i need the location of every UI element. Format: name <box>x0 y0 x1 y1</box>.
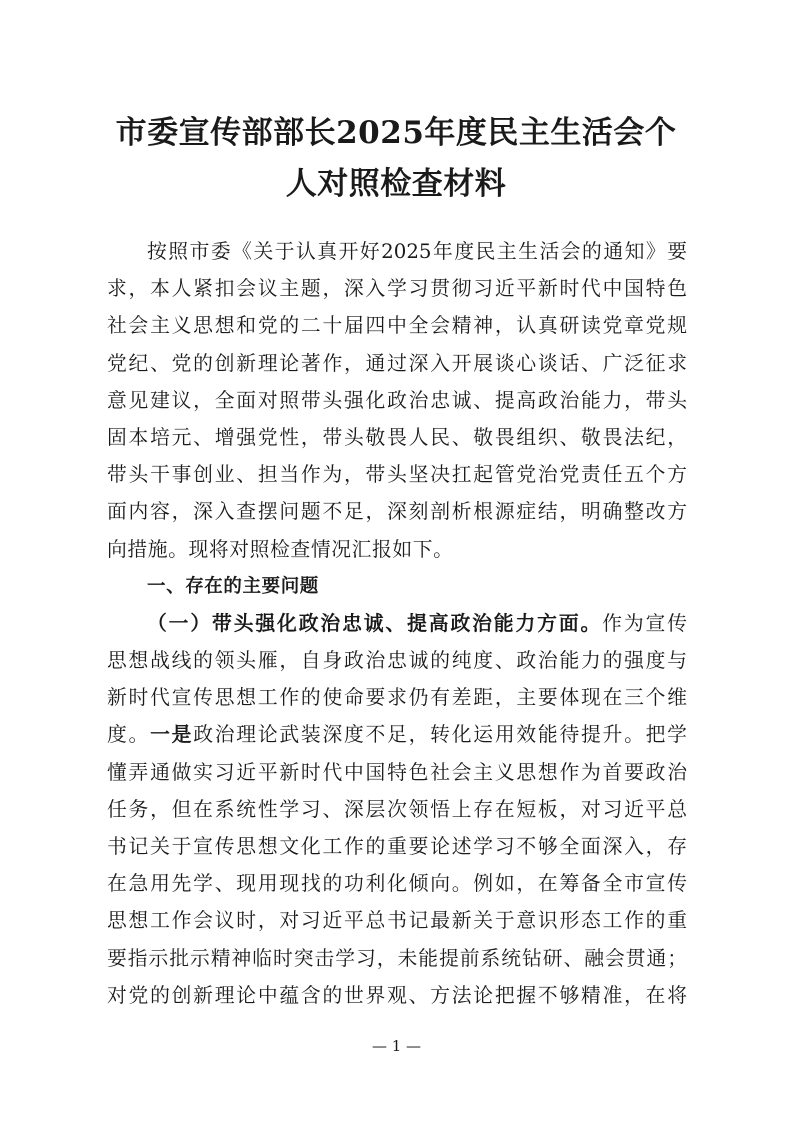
document-body <box>107 233 687 1014</box>
subsection-line: 对党的创新理论中蕴含的世界观、方法论把握不够精准，在将 <box>107 983 687 1007</box>
paragraph-1-line: 固本培元、增强党性，带头敬畏人民、敬畏组织、敬畏法纪， <box>107 425 687 449</box>
section-heading: 一、存在的主要问题 <box>147 575 319 597</box>
paragraph-1-line: 向措施。现将对照检查情况汇报如下。 <box>107 537 454 561</box>
line-rest: 政治理论武装深度不足，转化运用效能待提升。把学 <box>193 723 687 747</box>
subsection-first-line <box>107 605 687 642</box>
paragraph-1-line: 面内容，深入查摆问题不足，深刻剖析根源症结，明确整改方 <box>107 500 687 524</box>
paragraph-1-line: 按照市委《关于认真开好2025年度民主生活会的通知》要 <box>147 240 687 263</box>
subsection-first-line-text: 作为宣传 <box>602 611 687 635</box>
paragraph-1-line: 党纪、党的创新理论著作，通过深入开展谈心谈话、广泛征求 <box>107 351 687 375</box>
title-line-2: 人对照检查材料 <box>285 166 507 202</box>
title-line-1: 市委宣传部部长2025年度民主生活会个 <box>115 115 677 151</box>
subsection-line: 思想战线的领头雁，自身政治忠诚的纯度、政治能力的强度与 <box>107 649 687 673</box>
paragraph-1-line: 求，本人紧扣会议主题，深入学习贯彻习近平新时代中国特色 <box>107 277 687 301</box>
paragraph-1-line: 社会主义思想和党的二十届四中全会精神，认真研读党章党规 <box>107 314 687 338</box>
paragraph-1-line: 意见建议，全面对照带头强化政治忠诚、提高政治能力，带头 <box>107 388 687 412</box>
page-number: — 1 — <box>371 1037 422 1055</box>
subsection-line: 任务，但在系统性学习、深层次领悟上存在短板，对习近平总 <box>107 797 687 821</box>
document-title <box>96 108 696 210</box>
subsection-line: 新时代宣传思想工作的使命要求仍有差距，主要体现在三个维 <box>107 686 687 710</box>
subsection-line: 书记关于宣传思想文化工作的重要论述学习不够全面深入，存 <box>107 835 687 858</box>
point-label: 一是 <box>150 722 194 747</box>
subsection-line: 在急用先学、现用现找的功利化倾向。例如，在筹备全市宣传 <box>107 872 687 896</box>
subsection-line: 思想工作会议时，对习近平总书记最新关于意识形态工作的重 <box>107 909 687 933</box>
paragraph-1-line: 带头干事创业、担当作为，带头坚决扛起管党治党责任五个方 <box>107 463 687 487</box>
subsection-heading: （一）带头强化政治忠诚、提高政治能力方面。 <box>147 610 603 635</box>
subsection-line: 要指示批示精神临时突击学习，未能提前系统钻研、融会贯通； <box>107 946 687 970</box>
subsection-line-with-point <box>107 716 687 753</box>
subsection-line: 懂弄通做实习近平新时代中国特色社会主义思想作为首要政治 <box>107 760 687 784</box>
line-start: 度。 <box>107 723 151 747</box>
